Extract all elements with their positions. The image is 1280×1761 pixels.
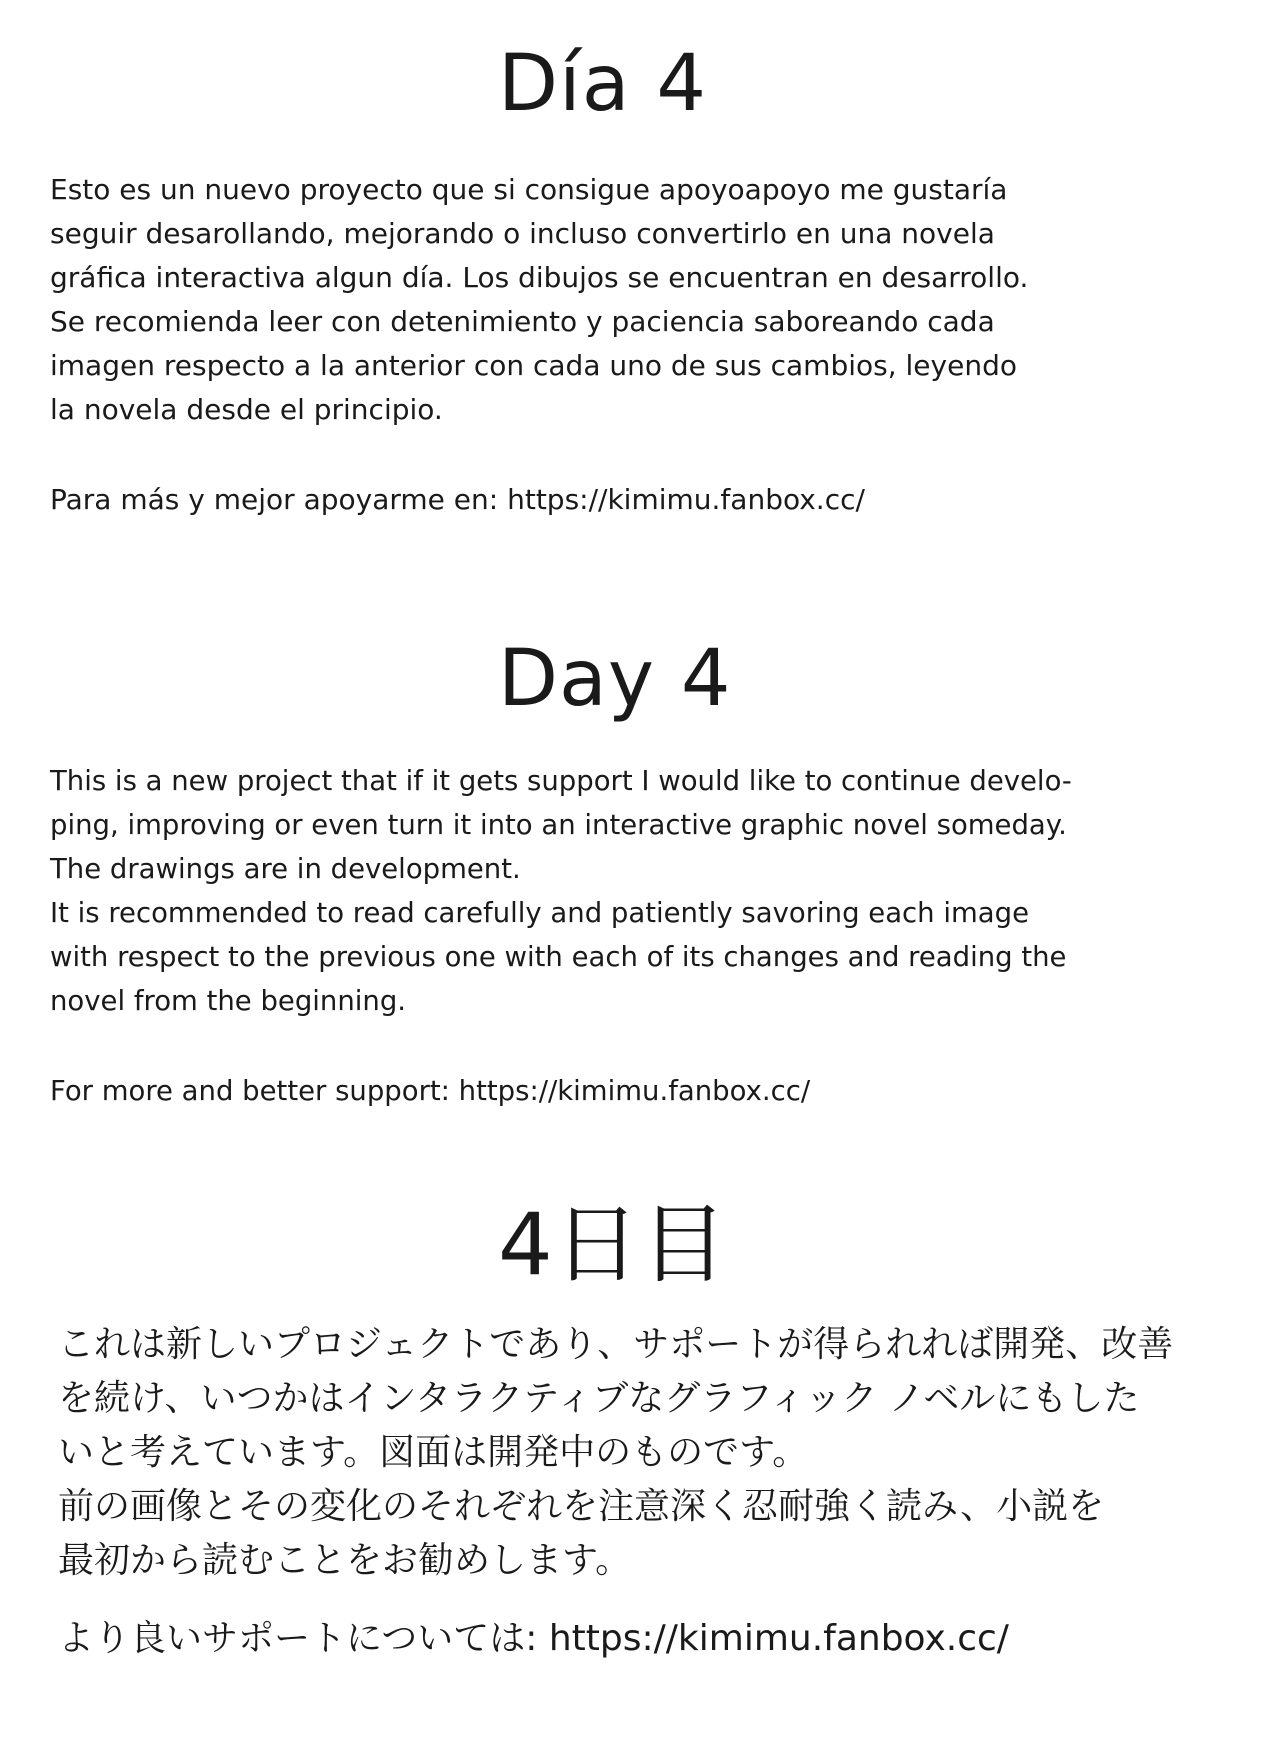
spanish-paragraph: Esto es un nuevo proyecto que si consigue apoyoapoyo me gustaría seguir desarollando, mejorando o incluso convertirlo en una novela gráfica interactiva algun día. Los dibujos se encuentran en desarrollo. Se recomienda leer con detenimiento y paciencia saboreando cada imagen respecto a la anterior con cada uno de sus cambios, leyendo la novela desde el principio. — [50, 173, 1029, 426]
spanish-title: Día 4 — [498, 39, 707, 129]
english-support-line — [50, 1069, 1240, 1113]
english-title: Day 4 — [498, 634, 732, 724]
japanese-support-link[interactable]: https://kimimu.fanbox.cc/ — [548, 1618, 1009, 1659]
english-paragraph: This is a new project that if it gets support I would like to continue develo- ping, improving or even turn it into an interactive graphic novel someday. The drawings are in development. It is recommended to read carefully and patiently savoring each image with respect to the previous one with each of its changes and reading the novel from the beginning. — [50, 765, 1072, 1017]
spanish-support-link[interactable]: https://kimimu.fanbox.cc/ — [507, 483, 865, 516]
japanese-title: 4日目 — [498, 1195, 728, 1295]
japanese-support-line — [58, 1612, 1228, 1666]
japanese-paragraph: これは新しいプロジェクトであり、サポートが得られれば開発、改善 を続け、いつかはインタラクティブなグラフィック ノベルにもした いと考えています。図面は開発中のものです。 前の画像とその変化のそれぞれを注意深く忍耐強く読み、小説を 最初から読むことをお勧めします。 — [58, 1324, 1174, 1581]
english-support-link[interactable]: https://kimimu.fanbox.cc/ — [458, 1075, 811, 1107]
english-support-text: For more and better support: — [50, 1075, 459, 1107]
spanish-support-text: Para más y mejor apoyarme en: — [50, 483, 508, 516]
japanese-support-text: より良いサポートについては: — [58, 1618, 549, 1659]
spanish-support-line — [50, 478, 1240, 522]
